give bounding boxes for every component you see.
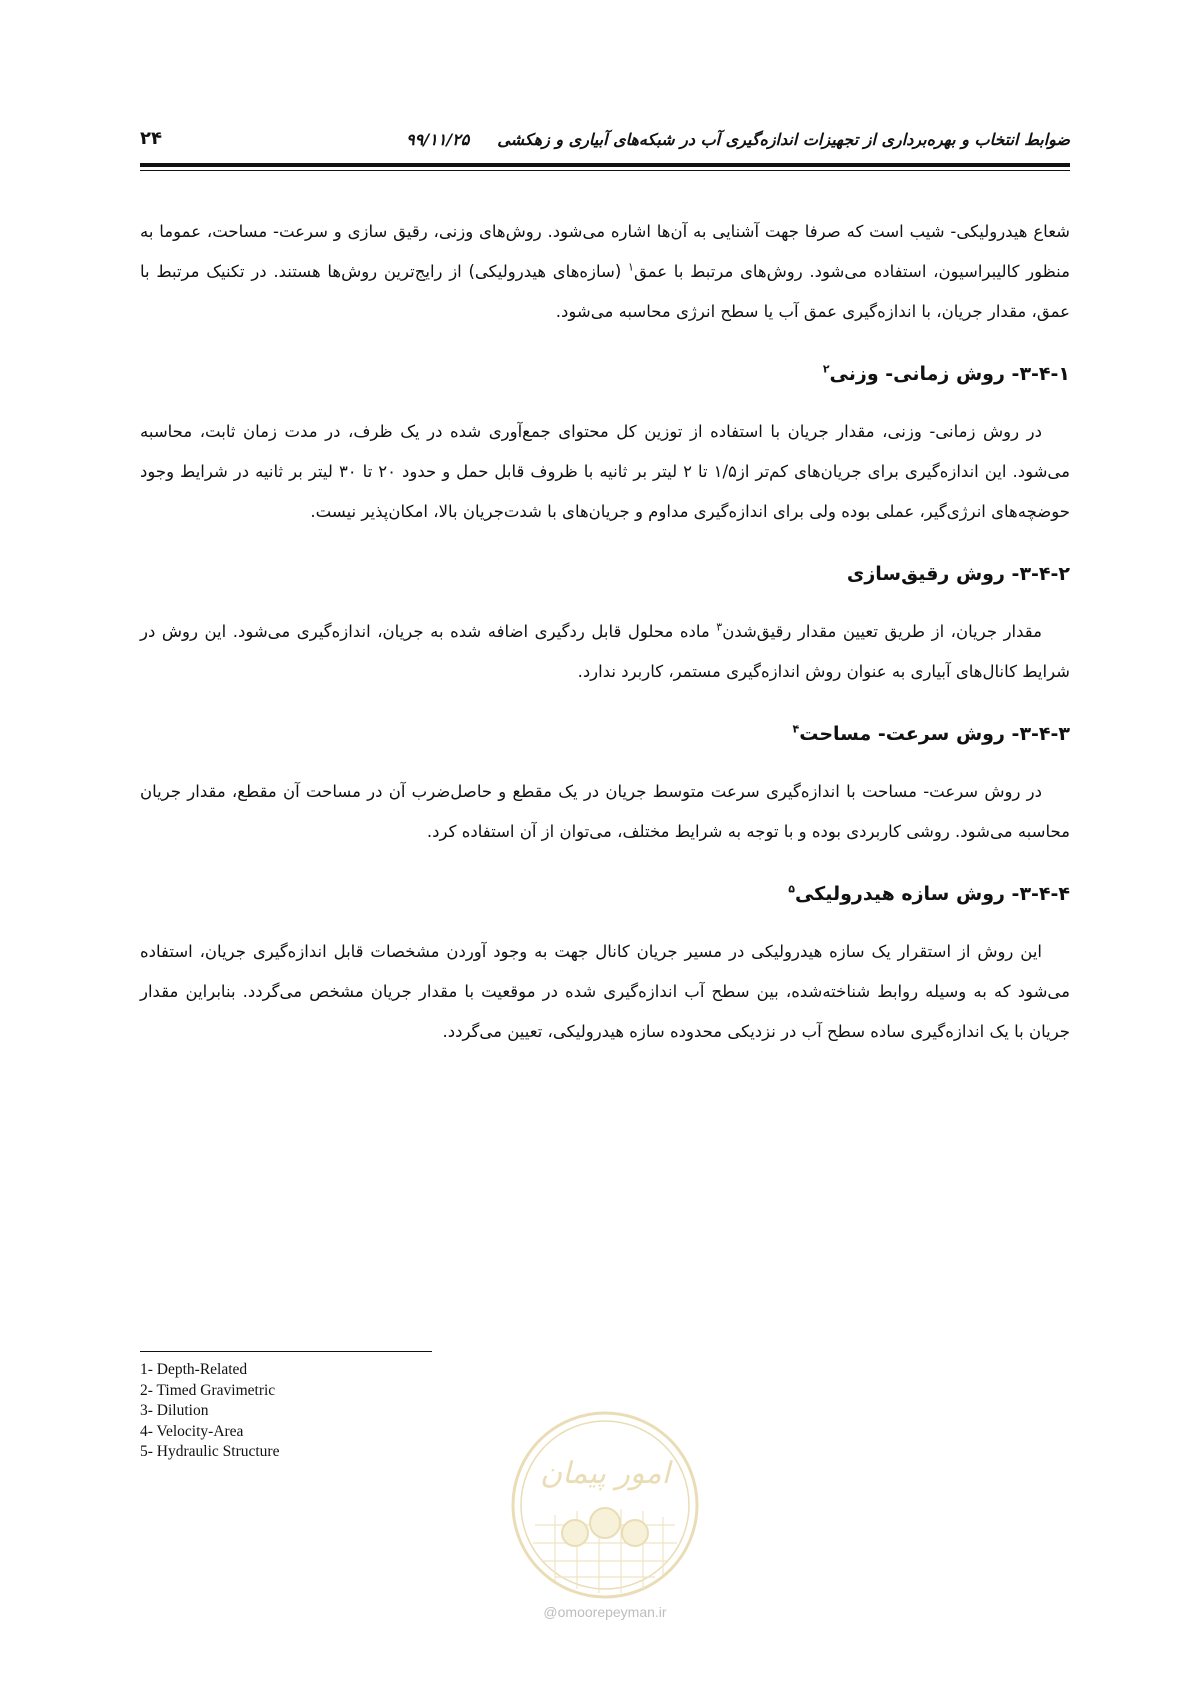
intro-text-1: شعاع هیدرولیکی- شیب است که صرفا جهت آشنایی به آن‌ها اشاره می‌شود. روش‌های وزنی، رقیق سازی و سرعت- مساحت، عموما به منظور کالیبراسیون، استفاده می‌شود. روش‌های مرتبط با عمق <box>140 222 1070 281</box>
seal-logo-icon <box>505 1405 705 1605</box>
page-number: ۲۴ <box>140 128 162 149</box>
running-header <box>140 126 1070 162</box>
footnote-2: 2- Timed Gravimetric <box>140 1381 276 1399</box>
section-2-text-2: ماده محلول قابل ردگیری اضافه شده به جریان، اندازه‌گیری می‌شود. این روش در شرایط کانال‌های آبیاری به عنوان روش اندازه‌گیری مستمر، کاربرد ندارد. <box>140 622 1070 681</box>
header-rule-thick <box>140 163 1070 167</box>
footnote-4: 4- Velocity-Area <box>140 1422 244 1440</box>
section-2-text-1: مقدار جریان، از طریق تعیین مقدار رقیق‌شدن <box>722 622 1042 641</box>
section-heading-2: ۳-۴-۲- روش رقیق‌سازی <box>846 563 1070 585</box>
header-title-text: ضوابط انتخاب و بهره‌برداری از تجهیزات اندازه‌گیری آب در شبکه‌های آبیاری و زهکشی <box>497 130 1070 149</box>
section-paragraph-4: این روش از استقرار یک سازه هیدرولیکی در مسیر جریان کانال جهت به وجود آوردن مشخصات قابل اندازه‌گیری جریان، استفاده می‌شود که به وسیله روابط شناخته‌شده، بین سطح آب اندازه‌گیری شده در موقعیت با مقدار جریان مشخص می‌گردد. بنابراین مقدار جریان با یک اندازه‌گیری ساده سطح آب در نزدیکی محدوده سازه هیدرولیکی، تعیین می‌گردد. <box>140 942 1070 1041</box>
footnote-5: 5- Hydraulic Structure <box>140 1443 280 1460</box>
section-heading-4 <box>140 874 1070 914</box>
section-paragraph-3: در روش سرعت- مساحت با اندازه‌گیری سرعت متوسط جریان در یک مقطع و حاصل‌ضرب آن در مساحت آن مقطع، مقدار جریان محاسبه می‌شود. روشی کاربردی بوده و با توجه به شرایط مختلف، می‌توان از آن استفاده کرد. <box>140 782 1070 841</box>
body-text <box>140 212 1070 1052</box>
section-paragraph-2 <box>140 612 1070 692</box>
intro-text-2: (سازه‌های هیدرولیکی) از رایج‌ترین روش‌ها هستند. در تکنیک مرتبط با عمق، مقدار جریان، با اندازه‌گیری عمق آب یا سطح انرژی محاسبه می‌شود. <box>140 262 1070 321</box>
watermark-site: @omoorepeyman.ir <box>543 1604 667 1620</box>
footnote-1: 1- Depth-Related <box>140 1361 248 1378</box>
section-paragraph-1: در روش زمانی- وزنی، مقدار جریان با استفاده از توزین کل محتوای جمع‌آوری شده در یک ظرف، در مدت زمان ثابت، محاسبه می‌شود. این اندازه‌گیری برای جریان‌های کم‌تر از۱/۵ تا ۲ لیتر بر ثانیه با ظروف قابل حمل و حدود ۲۰ تا ۳۰ لیتر بر ثانیه در شرایط وجود حوضچه‌های انرژی‌گیر، عملی بوده ولی برای اندازه‌گیری مداوم و جریان‌های با شدت‌جریان بالا، امکان‌پذیر نیست. <box>140 422 1071 521</box>
header-title <box>406 130 1070 149</box>
footnote-ref-1: ۱ <box>628 260 634 274</box>
footnote-separator <box>140 1351 432 1352</box>
intro-paragraph <box>140 212 1070 332</box>
header-date: ۹۹/۱۱/۲۵ <box>406 130 470 149</box>
section-heading-3 <box>140 714 1070 754</box>
footnotes <box>140 1360 279 1463</box>
footnote-3: 3- Dilution <box>140 1402 209 1419</box>
footnote-ref-3: ۳ <box>716 620 723 634</box>
section-heading-1-text: ۳-۴-۱- روش زمانی- وزنی <box>829 363 1070 385</box>
footnote-ref-5: ۵ <box>788 882 795 896</box>
section-heading-4-text: ۳-۴-۴- روش سازه هیدرولیکی <box>794 883 1070 905</box>
footnote-ref-2: ۲ <box>822 362 830 376</box>
section-heading-3-text: ۳-۴-۳- روش سرعت- مساحت <box>799 723 1070 745</box>
watermark-logo-text: امور پیمان <box>540 1456 670 1491</box>
section-heading-1 <box>140 354 1070 394</box>
header-rule-thin <box>140 170 1070 171</box>
footnote-ref-4: ۴ <box>792 722 800 736</box>
